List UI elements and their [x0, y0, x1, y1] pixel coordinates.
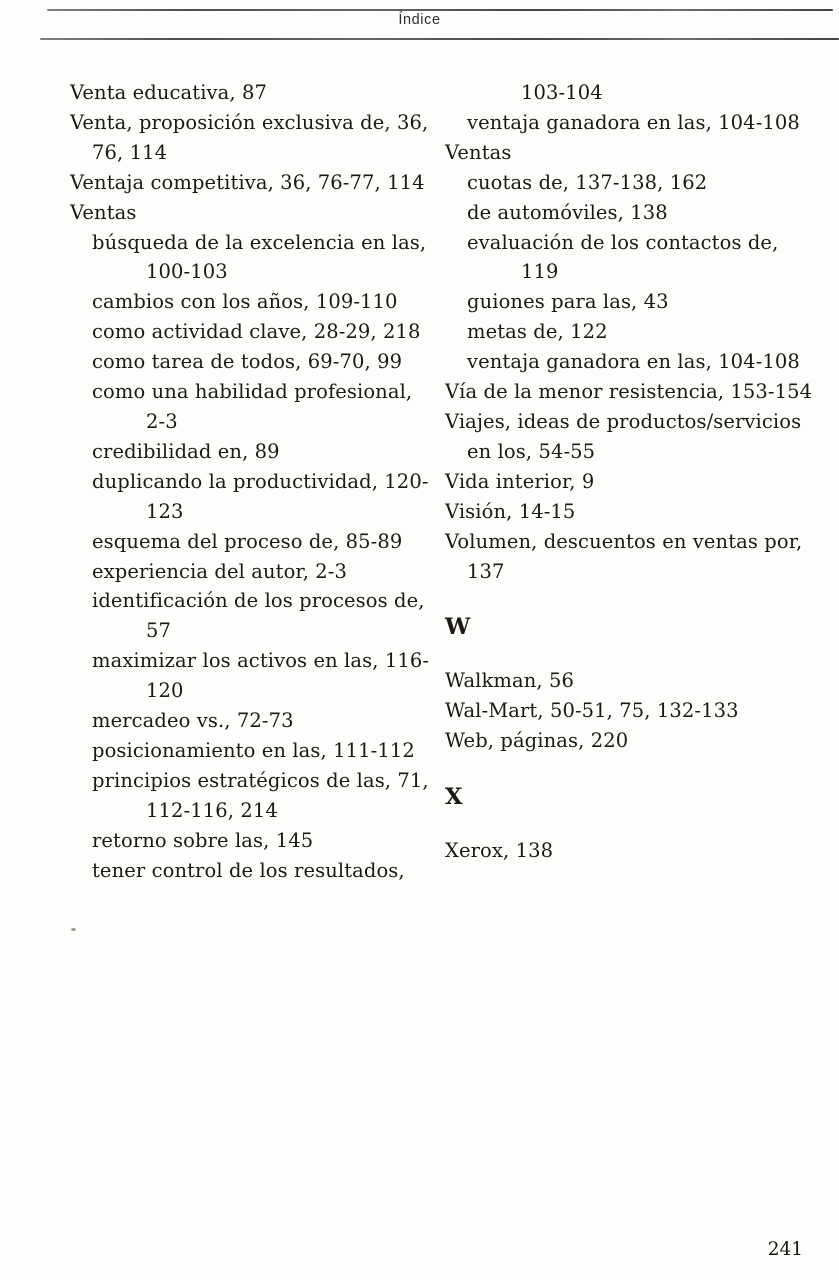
index-entry-line: como actividad clave, 28-29, 218 — [92, 320, 421, 344]
index-entry-line: credibilidad en, 89 — [92, 439, 280, 463]
index-entry-line: Venta, proposición exclusiva de, 36, — [70, 110, 429, 134]
index-entry-line: cuotas de, 137-138, 162 — [467, 170, 708, 194]
index-entry-line: Ventas — [445, 140, 512, 164]
index-entry-line: tener control de los resultados, — [92, 858, 405, 882]
index-entry-line: esquema del proceso de, 85-89 — [92, 529, 403, 553]
index-entry-line: 120 — [146, 679, 184, 703]
index-entry-line: experiencia del autor, 2-3 — [92, 559, 347, 583]
index-letter-heading: X — [445, 784, 463, 811]
header-rule-bottom — [40, 38, 839, 40]
index-entry-line: Vía de la menor resistencia, 153-154 — [445, 380, 813, 404]
index-entry-line: 2-3 — [146, 409, 178, 433]
index-entry-line: Volumen, descuentos en ventas por, — [445, 529, 803, 553]
index-entry-line: 119 — [521, 260, 559, 284]
index-entry-line: retorno sobre las, 145 — [92, 828, 314, 852]
index-entry-line: identificación de los procesos de, — [92, 589, 425, 613]
index-entry-line: maximizar los activos en las, 116- — [92, 649, 430, 673]
index-letter-heading: W — [445, 614, 471, 641]
index-entry-line: Venta educativa, 87 — [70, 81, 268, 104]
index-entry-line: Viajes, ideas de productos/servicios — [445, 409, 802, 433]
header-title: Índice — [398, 12, 441, 28]
index-entry-line: búsqueda de la excelencia en las, — [92, 230, 427, 254]
index-entry-line: Xerox, 138 — [445, 838, 554, 862]
index-column-right — [445, 78, 839, 885]
index-entry-line: Ventas — [70, 200, 137, 224]
page-number: 241 — [767, 1239, 803, 1260]
index-entry-line: guiones para las, 43 — [467, 290, 669, 314]
index-entry-line: 100-103 — [146, 260, 228, 284]
index-entry-line: duplicando la productividad, 120- — [92, 469, 429, 493]
index-entry-line: de automóviles, 138 — [467, 200, 668, 224]
index-entry-line: 103-104 — [521, 81, 603, 104]
index-entry-line: metas de, 122 — [467, 320, 608, 344]
index-entry-line: mercadeo vs., 72-73 — [92, 709, 294, 733]
index-entry-line: 112-116, 214 — [146, 798, 278, 822]
index-entry-line: como tarea de todos, 69-70, 99 — [92, 350, 403, 374]
scan-artifact — [71, 928, 76, 931]
index-entry-line: 57 — [146, 619, 172, 643]
index-columns — [70, 78, 839, 885]
index-entry-line: 137 — [467, 559, 505, 583]
index-entry-line: en los, 54-55 — [467, 439, 596, 463]
index-entry-line: cambios con los años, 109-110 — [92, 290, 398, 314]
index-entry-line: principios estratégicos de las, 71, — [92, 768, 429, 792]
index-entry-line: ventaja ganadora en las, 104-108 — [467, 110, 800, 134]
index-entry-line: 123 — [146, 499, 184, 523]
header-rule-top — [47, 9, 833, 11]
index-entry-line: evaluación de los contactos de, — [467, 230, 779, 254]
index-entry-line: como una habilidad profesional, — [92, 380, 413, 404]
index-entry-line: Walkman, 56 — [445, 669, 575, 693]
index-entry-line: ventaja ganadora en las, 104-108 — [467, 350, 800, 374]
index-entry-line: Vida interior, 9 — [445, 469, 595, 493]
index-entry-line: Web, páginas, 220 — [445, 729, 629, 753]
index-column-left — [70, 78, 445, 885]
index-entry-line: 76, 114 — [92, 140, 168, 164]
index-entry-line: Ventaja competitiva, 36, 76-77, 114 — [70, 170, 425, 194]
index-entry-line: Wal-Mart, 50-51, 75, 132-133 — [445, 699, 739, 723]
index-entry-line: Visión, 14-15 — [445, 499, 576, 523]
index-entry-line: posicionamiento en las, 111-112 — [92, 738, 415, 762]
